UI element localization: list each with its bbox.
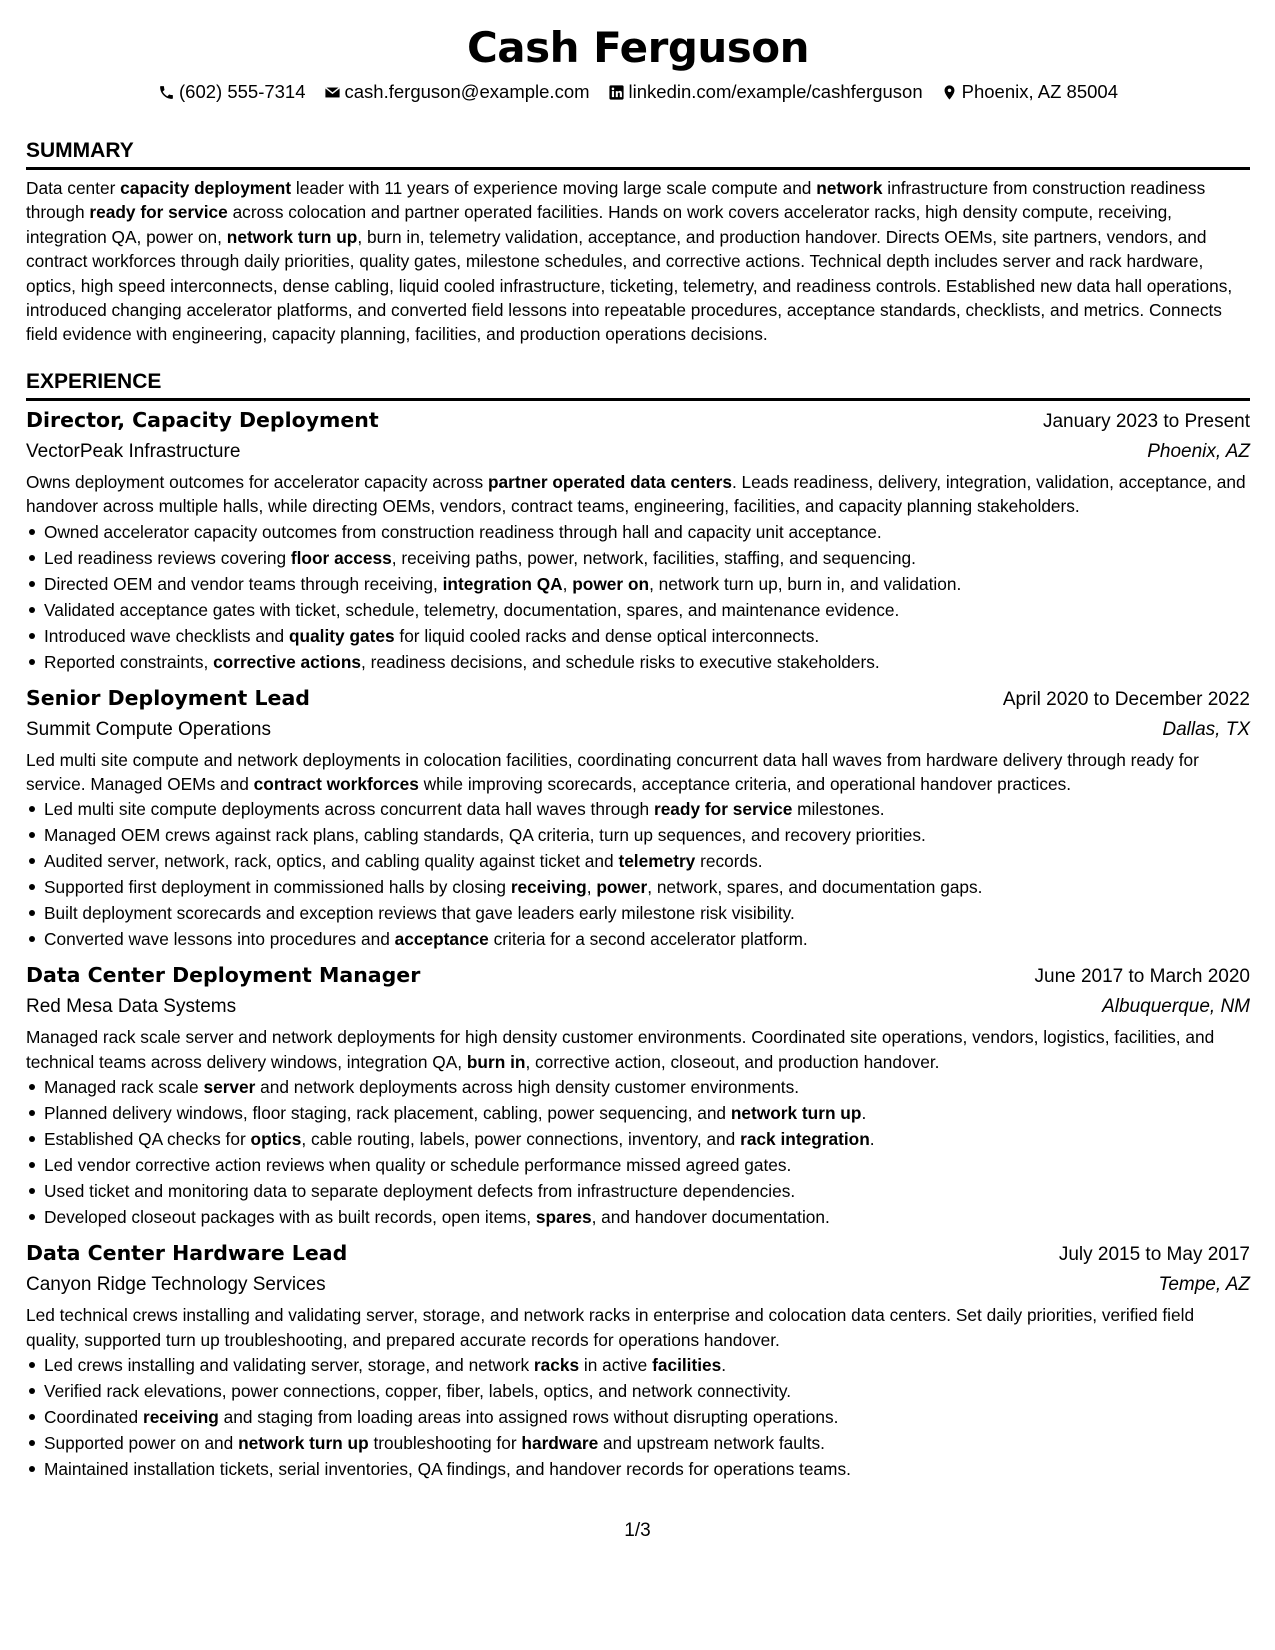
bullet-item: [44, 848, 1250, 874]
job-company: VectorPeak Infrastructure: [26, 440, 241, 462]
phone-icon: [158, 84, 175, 101]
bullet-item: [44, 1074, 1250, 1100]
text-run: Directed OEM and vendor teams through receiving,: [44, 573, 443, 594]
bold-keyword: receiving: [142, 1407, 219, 1428]
bold-keyword: ready for service: [89, 202, 228, 223]
text-run: Owns deployment outcomes for accelerator capacity across: [26, 471, 488, 492]
bullet-item: [44, 1378, 1250, 1404]
text-run: Validated acceptance gates with ticket, schedule, telemetry, documentation, spares, and maintenance evidence.: [44, 599, 900, 620]
text-run: Converted wave lessons into procedures and: [44, 929, 395, 950]
text-run: and network deployments across high density customer environments.: [255, 1077, 800, 1098]
text-run: . Leads readiness, delivery, integration, validation, acceptance, and handover across multiple halls, while directing OEMs, vendors, contract teams, engineering, facilities, and capacity planning stakeholders.: [26, 471, 1246, 517]
bold-keyword: partner operated data centers: [488, 471, 732, 492]
bullet-item: [44, 1178, 1250, 1204]
phone-text: (602) 555-7314: [179, 81, 306, 102]
bold-keyword: hardware: [521, 1433, 599, 1454]
contact-email[interactable]: [324, 80, 590, 104]
text-run: for liquid cooled racks and dense optical interconnects.: [394, 625, 820, 646]
bold-keyword: quality gates: [288, 625, 395, 646]
bullet-item: [44, 1126, 1250, 1152]
bold-keyword: facilities: [652, 1355, 722, 1376]
text-run: Managed rack scale server and network deployments for high density customer environments. Coordinated site operations, vendors, logistics, facilities, and technical teams across delivery windows, integration QA,: [26, 1027, 1215, 1072]
job-header: [26, 406, 1250, 436]
bold-keyword: spares: [535, 1207, 592, 1228]
bold-keyword: corrective actions: [213, 651, 361, 672]
text-run: Used ticket and monitoring data to separate deployment defects from infrastructure dependencies.: [44, 1181, 796, 1202]
bold-keyword: receiving: [510, 877, 587, 898]
job-location: Phoenix, AZ: [1147, 440, 1250, 462]
text-run: Built deployment scorecards and exception reviews that gave leaders early milestone risk visibility.: [44, 903, 795, 924]
contact-linkedin[interactable]: [608, 80, 923, 104]
text-run: Audited server, network, rack, optics, and cabling quality against ticket and: [44, 851, 619, 872]
linkedin-text: linkedin.com/example/cashferguson: [628, 81, 923, 102]
bold-keyword: burn in: [466, 1051, 526, 1072]
text-run: and staging from loading areas into assigned rows without disrupting operations.: [218, 1407, 839, 1428]
experience-heading: EXPERIENCE: [26, 369, 1250, 401]
job-title: Senior Deployment Lead: [26, 685, 310, 710]
job-bullets: [26, 519, 1250, 675]
bullet-item: [44, 1430, 1250, 1456]
bullet-item: [44, 822, 1250, 848]
job-company: Red Mesa Data Systems: [26, 996, 237, 1018]
bullet-item: [44, 1404, 1250, 1430]
bullet-item: [44, 1352, 1250, 1378]
job-description: [26, 748, 1250, 797]
text-run: criteria for a second accelerator platform.: [488, 929, 808, 950]
candidate-name: Cash Ferguson: [466, 23, 810, 72]
text-run: , network turn up, burn in, and validation.: [649, 573, 962, 594]
job-subheader: [26, 993, 1250, 1021]
bullet-item: [44, 900, 1250, 926]
job-dates: April 2020 to December 2022: [1002, 688, 1250, 710]
location-text: Phoenix, AZ 85004: [961, 81, 1118, 102]
job-location: Dallas, TX: [1162, 718, 1250, 740]
text-run: troubleshooting for: [368, 1433, 522, 1454]
bold-keyword: network: [816, 178, 883, 198]
bullet-item: [44, 545, 1250, 571]
bold-keyword: rack integration: [740, 1129, 870, 1150]
text-run: ,: [586, 877, 597, 898]
bullet-item: [44, 1100, 1250, 1126]
text-run: Supported first deployment in commissioned halls by closing: [44, 877, 511, 898]
text-run: Led crews installing and validating server, storage, and network: [44, 1355, 534, 1376]
job-company: Summit Compute Operations: [26, 718, 271, 740]
job-location: Albuquerque, NM: [1102, 996, 1250, 1018]
text-run: infrastructure from construction readiness through: [26, 178, 1206, 223]
bullet-item: [44, 597, 1250, 623]
bullet-item: [44, 519, 1250, 545]
job-company: Canyon Ridge Technology Services: [26, 1274, 326, 1296]
text-run: Supported power on and: [44, 1433, 239, 1454]
job-header: [26, 961, 1250, 991]
contact-phone: [158, 80, 306, 104]
bullet-item: [44, 874, 1250, 900]
envelope-icon: [324, 84, 341, 101]
bold-keyword: power: [596, 877, 648, 898]
text-run: in active: [579, 1355, 653, 1376]
text-run: , cable routing, labels, power connections, inventory, and: [301, 1129, 741, 1150]
text-run: milestones.: [792, 799, 885, 820]
job-entry: [26, 1239, 1250, 1482]
text-run: .: [869, 1129, 875, 1150]
text-run: Established QA checks for: [44, 1129, 251, 1150]
job-title: Data Center Hardware Lead: [26, 1241, 348, 1266]
text-run: , receiving paths, power, network, facilities, staffing, and sequencing.: [391, 547, 916, 568]
text-run: Led multi site compute and network deployments in colocation facilities, coordinating concurrent data hall waves from hardware delivery through ready for service. Managed OEMs and: [26, 749, 1199, 795]
text-run: Developed closeout packages with as built records, open items,: [44, 1207, 536, 1228]
bullet-item: [44, 1456, 1250, 1482]
text-run: Verified rack elevations, power connections, copper, fiber, labels, optics, and network connectivity.: [44, 1381, 792, 1402]
job-entry: [26, 406, 1250, 675]
bullet-item: [44, 649, 1250, 675]
summary-text: [26, 176, 1250, 347]
text-run: , and handover documentation.: [591, 1207, 830, 1228]
job-title: Data Center Deployment Manager: [26, 963, 421, 988]
text-run: , readiness decisions, and schedule risks to executive stakeholders.: [360, 651, 880, 672]
bullet-item: [44, 1152, 1250, 1178]
job-entry: [26, 684, 1250, 953]
bullet-item: [44, 926, 1250, 952]
bullet-item: [44, 623, 1250, 649]
text-run: ,: [562, 573, 573, 594]
resume-page: [26, 0, 1250, 1482]
bold-keyword: ready for service: [653, 799, 793, 820]
job-subheader: [26, 716, 1250, 744]
bold-keyword: network turn up: [238, 1433, 369, 1454]
bold-keyword: integration QA: [442, 573, 563, 594]
job-bullets: [26, 1352, 1250, 1482]
text-run: while improving scorecards, acceptance criteria, and operational handover practices.: [418, 774, 1072, 795]
job-bullets: [26, 1074, 1250, 1230]
experience-list: [26, 406, 1250, 1482]
job-dates: July 2015 to May 2017: [1058, 1244, 1250, 1266]
bold-keyword: contract workforces: [253, 774, 419, 795]
text-run: , burn in, telemetry validation, acceptance, and production handover. Directs OEMs, site partners, vendors, and contract workforces through daily priorities, quality gates, milestone schedules, and corrective actions. Technical depth includes server and rack hardware, optics, high speed interconnects, dense cabling, liquid cooled infrastructure, ticketing, telemetry, and readiness controls. Established new data hall operations, introduced changing accelerator platforms, and converted field lessons into repeatable procedures, acceptance standards, checklists, and metrics. Connects field evidence with engineering, capacity planning, facilities, and production operations decisions.: [26, 226, 1233, 345]
map-pin-icon: [941, 84, 958, 101]
text-run: records.: [695, 851, 763, 872]
job-dates: June 2017 to March 2020: [1034, 966, 1250, 988]
email-text: cash.ferguson@example.com: [344, 81, 590, 102]
text-run: across colocation and partner operated facilities. Hands on work covers accelerator racks, high density compute, receiving, integration QA, power on,: [26, 202, 1172, 247]
text-run: .: [861, 1103, 867, 1124]
text-run: .: [721, 1355, 727, 1376]
text-run: Maintained installation tickets, serial inventories, QA findings, and handover records for operations teams.: [44, 1459, 851, 1480]
job-description: [26, 470, 1250, 519]
bold-keyword: server: [203, 1077, 256, 1098]
text-run: Data center: [26, 178, 121, 198]
bold-keyword: telemetry: [618, 851, 696, 872]
text-run: and upstream network faults.: [598, 1433, 825, 1454]
job-dates: January 2023 to Present: [1042, 410, 1250, 432]
text-run: Planned delivery windows, floor staging, rack placement, cabling, power sequencing, and: [44, 1103, 731, 1124]
job-description: [26, 1025, 1250, 1074]
text-run: , network, spares, and documentation gaps.: [647, 877, 983, 898]
job-bullets: [26, 796, 1250, 952]
text-run: Managed OEM crews against rack plans, cabling standards, QA criteria, turn up sequences, and recovery priorities.: [44, 825, 926, 846]
job-subheader: [26, 438, 1250, 466]
job-location: Tempe, AZ: [1158, 1274, 1250, 1296]
job-description: [26, 1303, 1250, 1352]
text-run: Led readiness reviews covering: [44, 547, 291, 568]
bold-keyword: network turn up: [730, 1103, 862, 1124]
bold-keyword: capacity deployment: [120, 178, 292, 198]
text-run: leader with 11 years of experience moving large scale compute and: [291, 178, 817, 198]
text-run: Coordinated: [44, 1407, 143, 1428]
bullet-item: [44, 571, 1250, 597]
bold-keyword: network turn up: [226, 226, 358, 247]
text-run: Led multi site compute deployments across concurrent data hall waves through: [44, 799, 654, 820]
text-run: Owned accelerator capacity outcomes from construction readiness through hall and capacity unit acceptance.: [44, 521, 882, 542]
job-header: [26, 684, 1250, 714]
text-run: Introduced wave checklists and: [44, 625, 289, 646]
job-header: [26, 1239, 1250, 1269]
page-number: 1/3: [624, 1520, 651, 1541]
linkedin-icon: [608, 84, 625, 101]
contact-location: [941, 80, 1118, 104]
job-entry: [26, 961, 1250, 1230]
text-run: Reported constraints,: [44, 651, 214, 672]
text-run: Managed rack scale: [44, 1077, 204, 1098]
job-title: Director, Capacity Deployment: [26, 407, 379, 432]
job-subheader: [26, 1271, 1250, 1299]
contact-bar: [26, 80, 1250, 104]
summary-heading: SUMMARY: [26, 138, 1250, 170]
text-run: Led technical crews installing and validating server, storage, and network racks in enterprise and colocation data centers. Set daily priorities, verified field quality, supported turn up troubleshooting, and prepared accurate records for operations handover.: [26, 1305, 1195, 1350]
bold-keyword: power on: [572, 573, 650, 594]
bold-keyword: racks: [533, 1355, 580, 1376]
text-run: Led vendor corrective action reviews when quality or schedule performance missed agreed gates.: [44, 1155, 792, 1176]
bold-keyword: optics: [250, 1129, 302, 1150]
text-run: , corrective action, closeout, and production handover.: [525, 1051, 940, 1072]
bold-keyword: acceptance: [394, 929, 489, 950]
bullet-item: [44, 796, 1250, 822]
bold-keyword: floor access: [290, 547, 392, 568]
bullet-item: [44, 1204, 1250, 1230]
